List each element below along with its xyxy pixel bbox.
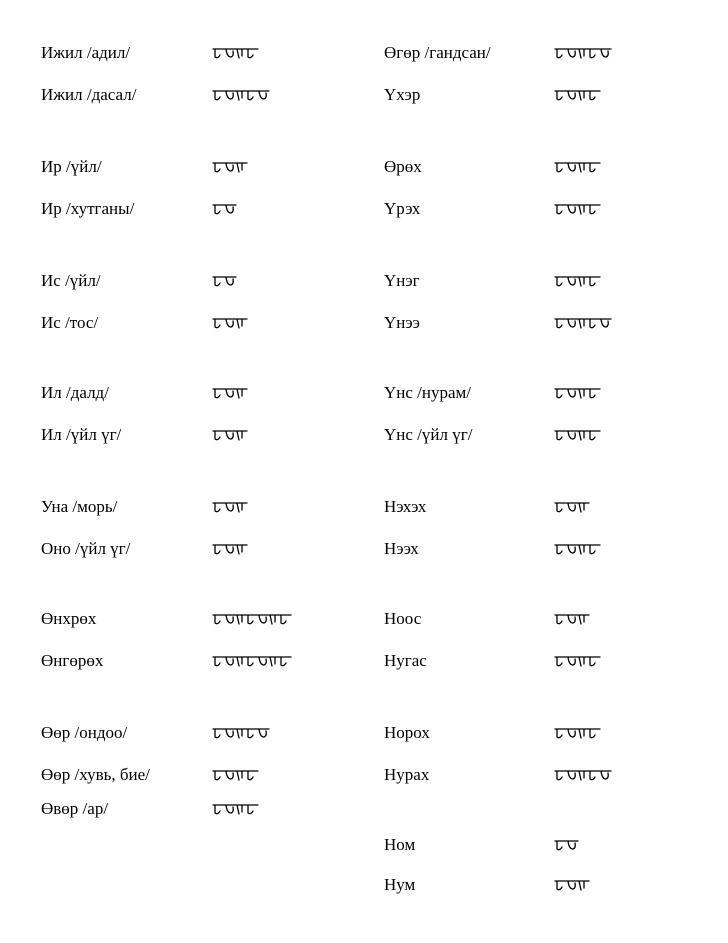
script-stroke <box>555 277 600 286</box>
script-stroke <box>555 841 578 850</box>
cyrillic-word: Ир /хутганы/ <box>41 199 135 218</box>
script-stroke <box>213 729 269 738</box>
cyrillic-word: Өвөр /ар/ <box>41 799 109 818</box>
cyrillic-word: Ижил /адил/ <box>41 43 131 62</box>
script-stroke <box>555 91 600 100</box>
script-stroke <box>213 319 247 328</box>
cyrillic-word: Өөр /хувь, бие/ <box>41 765 150 784</box>
script-stroke <box>555 615 589 624</box>
mongolian-script-glyph <box>554 273 606 291</box>
cyrillic-word: Үнс /нурам/ <box>384 383 472 402</box>
cyrillic-word: Ижил /дасал/ <box>41 85 137 104</box>
mongolian-script-glyph <box>554 159 606 177</box>
script-stroke <box>213 389 247 398</box>
cyrillic-word: Ноос <box>384 609 422 628</box>
script-stroke <box>213 805 258 814</box>
script-stroke <box>213 163 247 172</box>
mongolian-script-glyph <box>554 45 617 63</box>
cyrillic-word: Ил /үйл үг/ <box>41 425 122 444</box>
cyrillic-word: Нугас <box>384 651 427 670</box>
script-stroke <box>213 277 236 286</box>
mongolian-script-glyph <box>212 653 297 671</box>
cyrillic-word: Нурах <box>384 765 430 784</box>
mongolian-script-glyph <box>554 611 595 629</box>
mongolian-script-glyph <box>554 767 617 785</box>
cyrillic-word: Ил /далд/ <box>41 383 109 402</box>
mongolian-script-glyph <box>212 767 264 785</box>
script-stroke <box>213 431 247 440</box>
mongolian-script-glyph <box>212 201 242 219</box>
cyrillic-word: Оно /үйл үг/ <box>41 539 131 558</box>
mongolian-script-glyph <box>554 837 584 855</box>
cyrillic-word: Ис /үйл/ <box>41 271 101 290</box>
mongolian-script-glyph <box>212 801 264 819</box>
script-stroke <box>555 771 611 780</box>
cyrillic-word: Үнэг <box>384 271 420 290</box>
cyrillic-word: Үнс /үйл үг/ <box>384 425 473 444</box>
script-stroke <box>555 205 600 214</box>
script-stroke <box>555 545 600 554</box>
mongolian-script-glyph <box>554 877 595 895</box>
script-stroke <box>213 545 247 554</box>
mongolian-script-glyph <box>212 385 253 403</box>
mongolian-script-glyph <box>554 385 606 403</box>
cyrillic-word: Үнээ <box>384 313 420 332</box>
script-stroke <box>555 657 600 666</box>
mongolian-script-glyph <box>554 427 606 445</box>
script-stroke <box>555 49 611 58</box>
cyrillic-word: Өгөр /гандсан/ <box>384 43 491 62</box>
mongolian-script-glyph <box>554 725 606 743</box>
mongolian-script-glyph <box>554 499 595 517</box>
script-stroke <box>555 319 611 328</box>
script-stroke <box>555 431 600 440</box>
mongolian-script-glyph <box>554 87 606 105</box>
script-stroke <box>213 503 247 512</box>
cyrillic-word: Өнхрөх <box>41 609 97 628</box>
cyrillic-word: Үрэх <box>384 199 421 218</box>
mongolian-script-glyph <box>554 541 606 559</box>
script-stroke <box>213 657 291 666</box>
cyrillic-word: Уна /морь/ <box>41 497 118 516</box>
mongolian-script-glyph <box>554 315 617 333</box>
mongolian-script-glyph <box>212 725 275 743</box>
script-stroke <box>213 91 269 100</box>
mongolian-script-glyph <box>212 541 253 559</box>
cyrillic-word: Ис /тос/ <box>41 313 99 332</box>
cyrillic-word: Өрөх <box>384 157 422 176</box>
cyrillic-word: Нэхэх <box>384 497 427 516</box>
script-stroke <box>555 729 600 738</box>
mongolian-script-glyph <box>554 653 606 671</box>
cyrillic-word: Өнгөрөх <box>41 651 104 670</box>
script-stroke <box>213 49 258 58</box>
mongolian-script-glyph <box>212 499 253 517</box>
cyrillic-word: Норох <box>384 723 430 742</box>
cyrillic-word: Ир /үйл/ <box>41 157 102 176</box>
mongolian-script-glyph <box>212 273 242 291</box>
mongolian-script-glyph <box>212 87 275 105</box>
script-stroke <box>213 205 236 214</box>
cyrillic-word: Өөр /ондоо/ <box>41 723 128 742</box>
mongolian-script-glyph <box>554 201 606 219</box>
cyrillic-word: Үхэр <box>384 85 421 104</box>
mongolian-script-glyph <box>212 45 264 63</box>
cyrillic-word: Нээх <box>384 539 419 558</box>
script-stroke <box>555 163 600 172</box>
mongolian-script-glyph <box>212 611 297 629</box>
cyrillic-word: Нум <box>384 875 416 894</box>
cyrillic-word: Ном <box>384 835 416 854</box>
script-stroke <box>213 771 258 780</box>
mongolian-script-glyph <box>212 159 253 177</box>
script-stroke <box>555 503 589 512</box>
mongolian-script-glyph <box>212 427 253 445</box>
mongolian-script-glyph <box>212 315 253 333</box>
script-stroke <box>213 615 291 624</box>
script-stroke <box>555 389 600 398</box>
script-stroke <box>555 881 589 890</box>
